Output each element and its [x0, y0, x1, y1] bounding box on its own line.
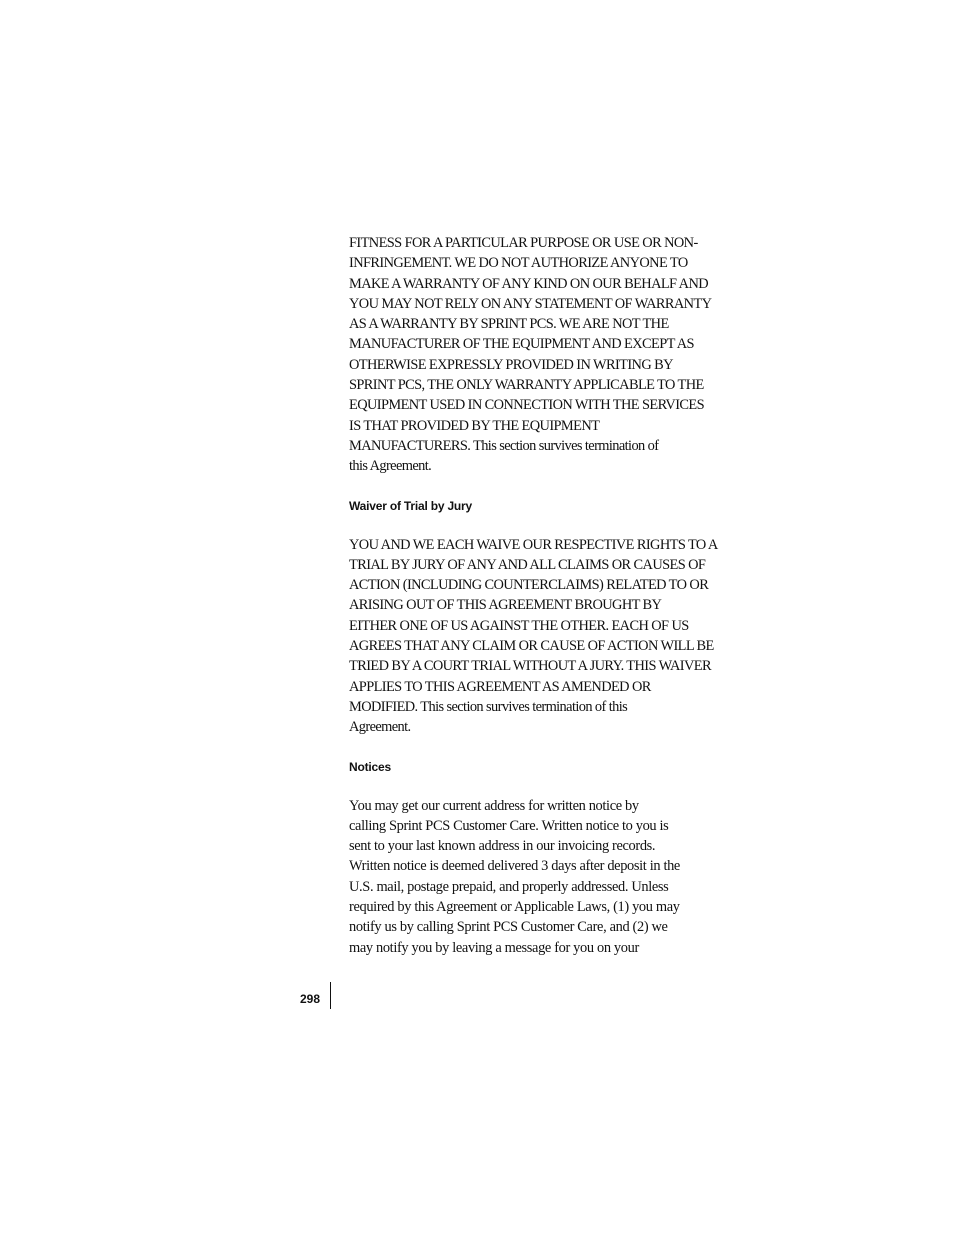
text-line: Agreement. — [349, 719, 411, 736]
text-line: may notify you by leaving a message for you on your — [349, 939, 639, 956]
page-number: 298 — [300, 992, 321, 1006]
text-line: You may get our current address for written notice by — [349, 797, 639, 814]
page-number-divider — [330, 982, 331, 1009]
text-line: INFRINGEMENT. WE DO NOT AUTHORIZE ANYONE TO — [349, 255, 688, 272]
text-line: ACTION (INCLUDING COUNTERCLAIMS) RELATED TO OR — [349, 577, 709, 594]
text-line: MANUFACTURERS. This section survives termination of — [349, 437, 659, 454]
page-body — [349, 233, 718, 958]
text-line: MODIFIED. This section survives termination of this — [349, 698, 628, 715]
text-line: sent to your last known address in our invoicing records. — [349, 838, 656, 855]
section-heading-notices: Notices — [349, 759, 391, 774]
notices-paragraph — [349, 796, 680, 958]
text-line: calling Sprint PCS Customer Care. Written notice to you is — [349, 817, 669, 834]
text-line: EITHER ONE OF US AGAINST THE OTHER. EACH OF US — [349, 617, 689, 634]
jury-waiver-paragraph — [349, 535, 718, 738]
text-line: U.S. mail, postage prepaid, and properly addressed. Unless — [349, 878, 669, 895]
text-line: YOU MAY NOT RELY ON ANY STATEMENT OF WARRANTY — [349, 295, 712, 312]
text-line: notify us by calling Sprint PCS Customer Care, and (2) we — [349, 919, 668, 936]
text-line: this Agreement. — [349, 458, 432, 475]
text-line: AS A WARRANTY BY SPRINT PCS. WE ARE NOT THE — [349, 316, 669, 333]
text-line: FITNESS FOR A PARTICULAR PURPOSE OR USE OR NON- — [349, 235, 698, 251]
text-line: SPRINT PCS, THE ONLY WARRANTY APPLICABLE TO THE — [349, 377, 704, 394]
section-heading-jury-waiver: Waiver of Trial by Jury — [349, 498, 472, 513]
text-line: OTHERWISE EXPRESSLY PROVIDED IN WRITING BY — [349, 356, 673, 373]
text-line: required by this Agreement or Applicable Laws, (1) you may — [349, 899, 680, 916]
text-line: YOU AND WE EACH WAIVE OUR RESPECTIVE RIGHTS TO A — [349, 536, 718, 553]
warranty-paragraph — [349, 233, 712, 477]
text-line: IS THAT PROVIDED BY THE EQUIPMENT — [349, 417, 600, 434]
text-line: MAKE A WARRANTY OF ANY KIND ON OUR BEHALF AND — [349, 275, 709, 292]
text-line: TRIAL BY JURY OF ANY AND ALL CLAIMS OR CAUSES OF — [349, 556, 706, 573]
text-line: EQUIPMENT USED IN CONNECTION WITH THE SERVICES — [349, 397, 704, 414]
text-line: APPLIES TO THIS AGREEMENT AS AMENDED OR — [349, 678, 651, 695]
text-line: MANUFACTURER OF THE EQUIPMENT AND EXCEPT AS — [349, 336, 694, 353]
text-line: Written notice is deemed delivered 3 days after deposit in the — [349, 858, 680, 875]
text-line: TRIED BY A COURT TRIAL WITHOUT A JURY. THIS WAIVER — [349, 658, 711, 675]
text-line: AGREES THAT ANY CLAIM OR CAUSE OF ACTION WILL BE — [349, 638, 714, 655]
text-line: ARISING OUT OF THIS AGREEMENT BROUGHT BY — [349, 597, 662, 614]
